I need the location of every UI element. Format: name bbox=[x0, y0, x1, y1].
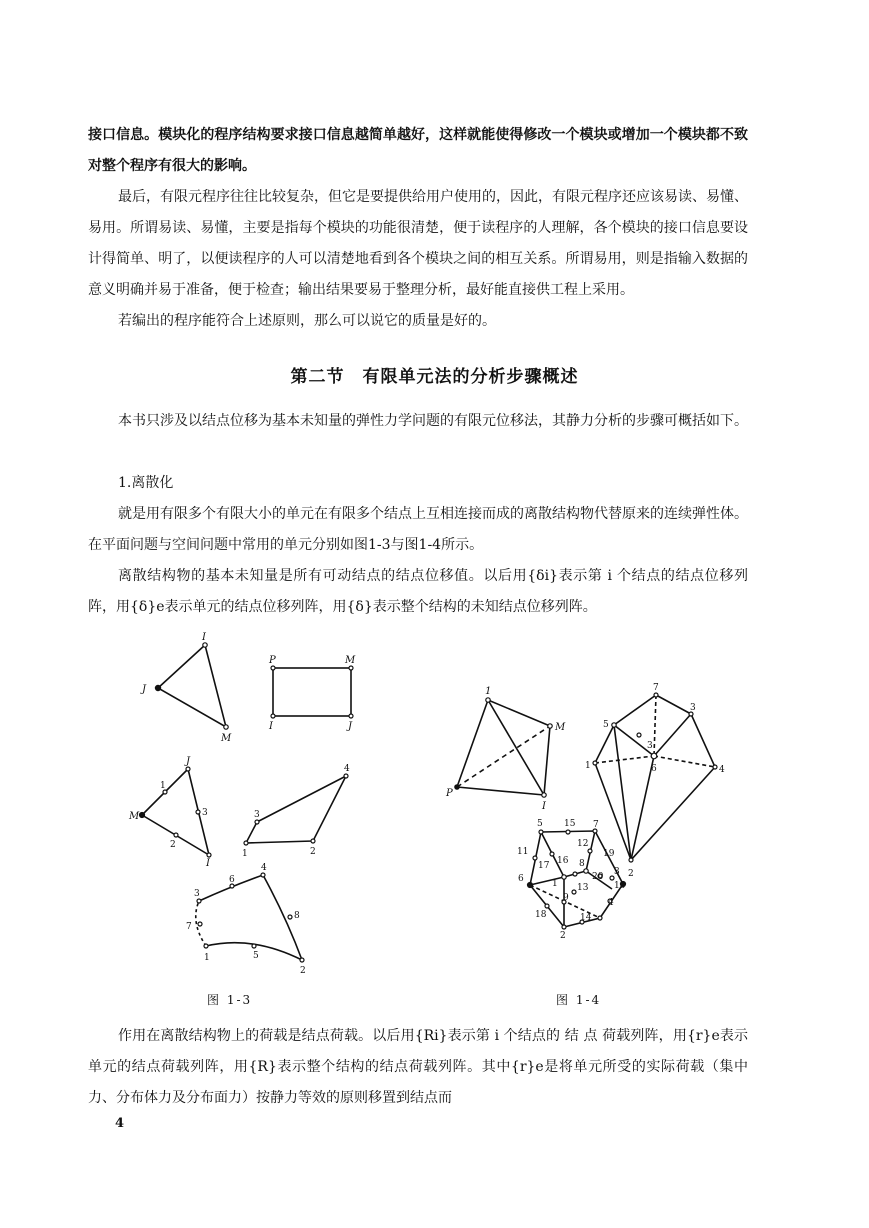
svg-text:11: 11 bbox=[517, 847, 529, 857]
svg-text:1: 1 bbox=[485, 686, 492, 697]
svg-text:3: 3 bbox=[202, 808, 208, 818]
svg-text:I: I bbox=[206, 858, 210, 869]
svg-text:M: M bbox=[345, 655, 356, 666]
svg-text:2: 2 bbox=[560, 931, 566, 941]
svg-text:4: 4 bbox=[344, 764, 350, 774]
svg-text:2: 2 bbox=[310, 847, 316, 857]
svg-text:6: 6 bbox=[651, 764, 657, 774]
svg-text:3: 3 bbox=[647, 741, 653, 751]
svg-text:1: 1 bbox=[242, 849, 248, 859]
svg-text:1: 1 bbox=[204, 953, 210, 963]
svg-text:I: I bbox=[202, 632, 206, 643]
svg-text:7: 7 bbox=[186, 922, 192, 932]
svg-text:15: 15 bbox=[564, 819, 576, 829]
svg-text:1: 1 bbox=[552, 879, 558, 889]
svg-text:P: P bbox=[446, 788, 453, 799]
svg-text:1: 1 bbox=[160, 781, 166, 791]
svg-text:P: P bbox=[269, 655, 276, 666]
svg-text:2: 2 bbox=[170, 840, 176, 850]
svg-text:3: 3 bbox=[254, 810, 260, 820]
svg-text:3: 3 bbox=[690, 703, 696, 713]
svg-text:16: 16 bbox=[557, 856, 569, 866]
svg-text:18: 18 bbox=[535, 910, 547, 920]
figure-1-4-caption: 图 1-4 bbox=[556, 993, 602, 1007]
page-number: 4 bbox=[115, 1116, 125, 1131]
figure-1-3-planar-elements bbox=[120, 630, 360, 985]
figure-1-4-spatial-elements bbox=[440, 680, 740, 945]
svg-text:12: 12 bbox=[577, 839, 589, 849]
paragraph-quality: 若编出的程序能符合上述原则，那么可以说它的质量是好的。 bbox=[118, 313, 496, 329]
svg-text:6: 6 bbox=[229, 875, 235, 885]
paragraph-scope: 本书只涉及以结点位移为基本未知量的弹性力学问题的有限元位移法，其静力分析的步骤可概括如下。 bbox=[118, 413, 748, 429]
svg-text:8: 8 bbox=[579, 859, 585, 869]
svg-text:J: J bbox=[186, 756, 191, 767]
svg-text:1: 1 bbox=[585, 761, 591, 771]
svg-text:13: 13 bbox=[577, 883, 589, 893]
svg-text:10: 10 bbox=[614, 881, 626, 891]
svg-text:I: I bbox=[542, 801, 546, 812]
svg-text:14: 14 bbox=[580, 913, 592, 923]
svg-text:4: 4 bbox=[608, 898, 614, 908]
svg-text:M: M bbox=[555, 722, 566, 733]
paragraph-readability: 最后，有限元程序往往比较复杂，但它是要提供给用户使用的，因此，有限元程序还应该易读、易懂、易用。所谓易读、易懂，主要是指每个模块的功能很清楚，便于读程序的人理解，各个模块的接口信息要设计得简单、明了，以便读程序的人可以清楚地看到各个模块之间的相互关系。所谓易用，则是指输入数据的意义明确并易于准备，便于检查；输出结果要易于整理分析，最好能直接供工程上采用。 bbox=[88, 189, 748, 298]
svg-text:M: M bbox=[221, 733, 232, 744]
svg-text:5: 5 bbox=[603, 720, 609, 730]
svg-text:I: I bbox=[269, 721, 273, 732]
paragraph-interface-info: 接口信息。模块化的程序结构要求接口信息越简单越好，这样就能使得修改一个模块或增加一个模块都不致对整个程序有很大的影响。 bbox=[88, 127, 748, 174]
svg-text:7: 7 bbox=[593, 820, 599, 830]
svg-text:20: 20 bbox=[592, 872, 604, 882]
svg-text:3: 3 bbox=[614, 867, 620, 877]
svg-text:J: J bbox=[142, 684, 147, 695]
svg-text:2: 2 bbox=[300, 966, 306, 976]
svg-text:5: 5 bbox=[253, 951, 259, 961]
svg-text:9: 9 bbox=[563, 893, 569, 903]
svg-text:7: 7 bbox=[653, 683, 659, 693]
svg-text:2: 2 bbox=[628, 869, 634, 879]
svg-text:5: 5 bbox=[537, 819, 543, 829]
figure-1-3-caption: 图 1-3 bbox=[207, 993, 253, 1007]
paragraph-nodal-loads: 作用在离散结构物上的荷载是结点荷载。以后用{Ri}表示第 i 个结点的 结 点 荷载列阵，用{r}e表示单元的结点荷载列阵，用{R}表示整个结构的结点荷载列阵。其中{r}e是将单元所受的实际荷载（集中力、分布体力及分布面力）按静力等效的原则移置到结点而 bbox=[88, 1028, 748, 1106]
svg-text:17: 17 bbox=[538, 861, 550, 871]
svg-text:M: M bbox=[129, 811, 140, 822]
svg-text:6: 6 bbox=[518, 874, 524, 884]
svg-text:4: 4 bbox=[261, 863, 267, 873]
paragraph-discretization: 就是用有限多个有限大小的单元在有限多个结点上互相连接而成的离散结构物代替原来的连续弹性体。在平面问题与空间问题中常用的单元分别如图1-3与图1-4所示。 bbox=[88, 506, 748, 553]
svg-text:J: J bbox=[348, 721, 353, 732]
section-title: 第二节 有限单元法的分析步骤概述 bbox=[290, 367, 579, 387]
svg-text:4: 4 bbox=[719, 765, 725, 775]
svg-text:3: 3 bbox=[194, 889, 200, 899]
svg-text:19: 19 bbox=[603, 849, 615, 859]
svg-text:8: 8 bbox=[294, 911, 300, 921]
paragraph-step-heading: 1.离散化 bbox=[118, 475, 174, 491]
paragraph-unknowns: 离散结构物的基本未知量是所有可动结点的结点位移值。以后用{δi}表示第 i 个结点的结点位移列阵，用{δ}e表示单元的结点位移列阵，用{δ}表示整个结构的未知结点位移列阵。 bbox=[88, 568, 748, 615]
